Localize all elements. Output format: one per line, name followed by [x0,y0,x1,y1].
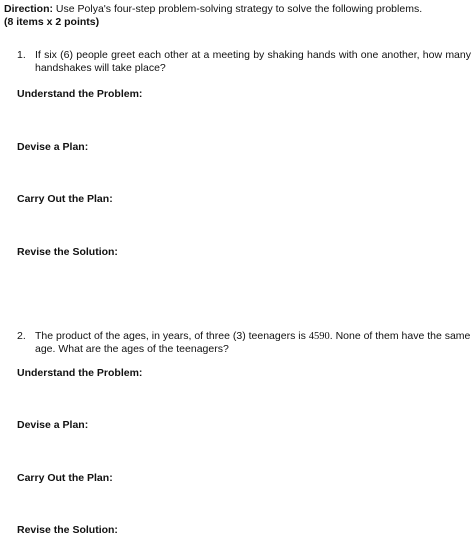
question-2-text [35,330,471,356]
q2-carry-out-heading: Carry Out the Plan: [17,472,113,484]
q2-devise-heading: Devise a Plan: [17,419,89,431]
question-1-text: If six (6) people greet each other at a meeting by shaking hands with one another, how many handshakes will take place? [35,49,471,74]
q1-understand-heading: Understand the Problem: [17,88,143,100]
question-1-number: 1. [17,49,26,61]
direction-line [4,3,422,16]
direction-label: Direction: [4,3,54,15]
q2-understand-heading: Understand the Problem: [17,367,143,379]
question-2-product-value: 4590 [308,331,330,342]
q2-revise-heading: Revise the Solution: [17,524,118,536]
direction-text: Use Polya's four-step problem-solving strategy to solve the following problems. [53,3,423,15]
question-2-number: 2. [17,330,26,342]
question-2-text-before: The product of the ages, in years, of three (3) teenagers is [35,330,309,342]
q1-devise-heading: Devise a Plan: [17,141,89,153]
q1-revise-heading: Revise the Solution: [17,246,118,258]
q1-carry-out-heading: Carry Out the Plan: [17,193,113,205]
points-note: (8 items x 2 points) [4,16,100,28]
question-2-text-after: . None of them have the same age. What are the ages of the teenagers? [35,330,471,355]
